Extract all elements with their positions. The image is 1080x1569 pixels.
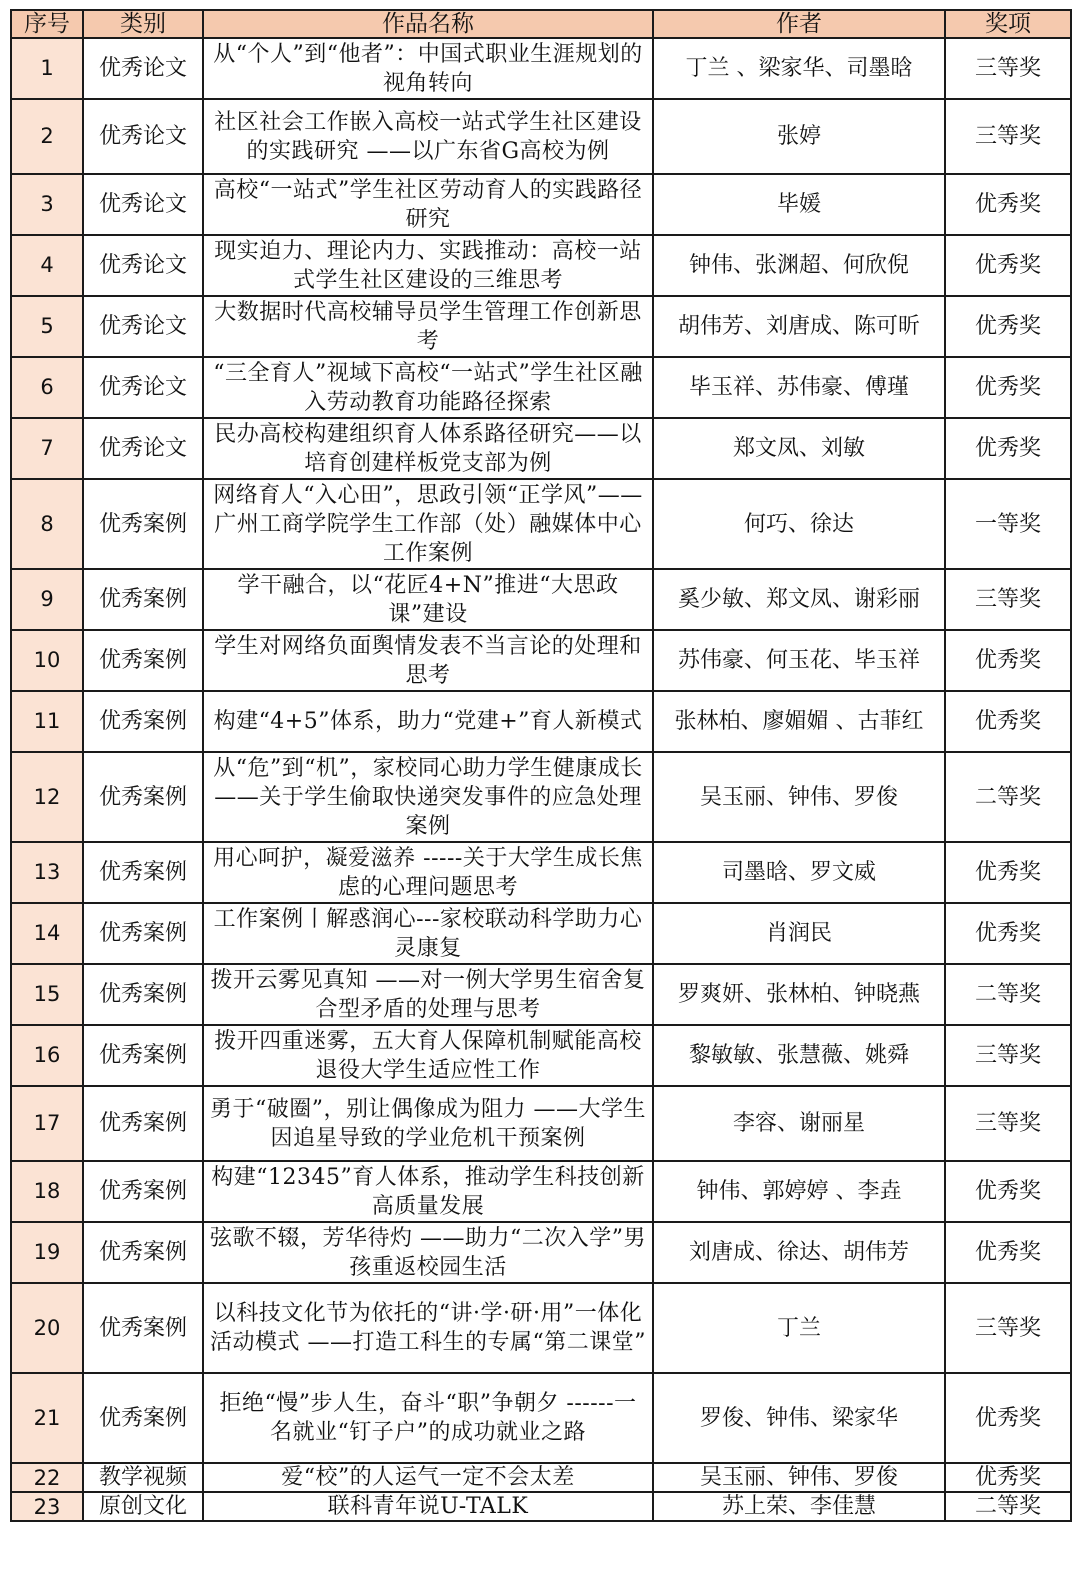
table-row xyxy=(11,1492,1071,1521)
row-number: 22 xyxy=(11,1463,83,1492)
row-category: 优秀案例 xyxy=(83,1373,203,1463)
row-category: 优秀案例 xyxy=(83,752,203,842)
row-title: 构建“12345”育人体系，推动学生科技创新高质量发展 xyxy=(203,1161,653,1222)
row-award: 优秀奖 xyxy=(945,903,1071,964)
table-row xyxy=(11,1161,1071,1222)
row-authors: 张婷 xyxy=(653,99,945,174)
row-authors: 毕媛 xyxy=(653,174,945,235)
row-number: 14 xyxy=(11,903,83,964)
row-authors: 黎敏敏、张慧薇、姚舜 xyxy=(653,1025,945,1086)
table-row xyxy=(11,1463,1071,1492)
row-category: 原创文化 xyxy=(83,1492,203,1521)
row-number: 2 xyxy=(11,99,83,174)
row-award: 三等奖 xyxy=(945,1283,1071,1373)
row-number: 9 xyxy=(11,569,83,630)
row-number: 15 xyxy=(11,964,83,1025)
row-authors: 钟伟、郭婷婷 、李垚 xyxy=(653,1161,945,1222)
row-title: 民办高校构建组织育人体系路径研究——以培育创建样板党支部为例 xyxy=(203,418,653,479)
row-number: 5 xyxy=(11,296,83,357)
row-category: 优秀论文 xyxy=(83,174,203,235)
row-title: 构建“4+5”体系，助力“党建+”育人新模式 xyxy=(203,691,653,752)
header-category: 类别 xyxy=(83,10,203,38)
row-authors: 肖润民 xyxy=(653,903,945,964)
row-title: 以科技文化节为依托的“讲·学·研·用”一体化活动模式 ——打造工科生的专属“第二课堂” xyxy=(203,1283,653,1373)
table-row xyxy=(11,752,1071,842)
table-row xyxy=(11,418,1071,479)
row-authors: 罗俊、钟伟、梁家华 xyxy=(653,1373,945,1463)
row-number: 1 xyxy=(11,38,83,99)
table-row xyxy=(11,174,1071,235)
row-authors: 丁兰 、梁家华、司墨晗 xyxy=(653,38,945,99)
table-row xyxy=(11,691,1071,752)
row-authors: 刘唐成、徐达、胡伟芳 xyxy=(653,1222,945,1283)
row-authors: 苏上荣、李佳慧 xyxy=(653,1492,945,1521)
row-award: 优秀奖 xyxy=(945,1463,1071,1492)
row-authors: 胡伟芳、刘唐成、陈可昕 xyxy=(653,296,945,357)
row-title: 工作案例丨解惑润心---家校联动科学助力心灵康复 xyxy=(203,903,653,964)
row-authors: 何巧、徐达 xyxy=(653,479,945,569)
table-header-row xyxy=(11,10,1071,38)
table-row xyxy=(11,235,1071,296)
row-category: 优秀论文 xyxy=(83,296,203,357)
row-award: 三等奖 xyxy=(945,99,1071,174)
row-category: 优秀案例 xyxy=(83,1086,203,1161)
row-award: 二等奖 xyxy=(945,964,1071,1025)
row-authors: 丁兰 xyxy=(653,1283,945,1373)
row-award: 二等奖 xyxy=(945,752,1071,842)
row-category: 优秀论文 xyxy=(83,235,203,296)
row-category: 优秀案例 xyxy=(83,569,203,630)
row-category: 优秀案例 xyxy=(83,903,203,964)
table-row xyxy=(11,569,1071,630)
header-number: 序号 xyxy=(11,10,83,38)
row-category: 优秀论文 xyxy=(83,418,203,479)
row-title: 社区社会工作嵌入高校一站式学生社区建设的实践研究 ——以广东省G高校为例 xyxy=(203,99,653,174)
row-award: 优秀奖 xyxy=(945,418,1071,479)
row-category: 优秀论文 xyxy=(83,38,203,99)
row-title: 从“个人”到“他者”：中国式职业生涯规划的视角转向 xyxy=(203,38,653,99)
row-title: 勇于“破圈”，别让偶像成为阻力 ——大学生因追星导致的学业危机干预案例 xyxy=(203,1086,653,1161)
awards-table xyxy=(10,9,1072,1522)
row-award: 一等奖 xyxy=(945,479,1071,569)
header-author: 作者 xyxy=(653,10,945,38)
row-title: 高校“一站式”学生社区劳动育人的实践路径研究 xyxy=(203,174,653,235)
row-authors: 吴玉丽、钟伟、罗俊 xyxy=(653,1463,945,1492)
row-award: 三等奖 xyxy=(945,569,1071,630)
table-row xyxy=(11,903,1071,964)
row-number: 19 xyxy=(11,1222,83,1283)
row-title: 从“危”到“机”，家校同心助力学生健康成长 ——关于学生偷取快递突发事件的应急处理案例 xyxy=(203,752,653,842)
row-authors: 钟伟、张渊超、何欣倪 xyxy=(653,235,945,296)
row-number: 23 xyxy=(11,1492,83,1521)
row-authors: 奚少敏、郑文凤、谢彩丽 xyxy=(653,569,945,630)
row-award: 优秀奖 xyxy=(945,296,1071,357)
row-title: 拨开云雾见真知 ——对一例大学男生宿舍复合型矛盾的处理与思考 xyxy=(203,964,653,1025)
row-authors: 吴玉丽、钟伟、罗俊 xyxy=(653,752,945,842)
row-number: 4 xyxy=(11,235,83,296)
row-number: 18 xyxy=(11,1161,83,1222)
table-row xyxy=(11,1025,1071,1086)
row-authors: 司墨晗、罗文威 xyxy=(653,842,945,903)
row-title: 网络育人“入心田”，思政引领“正学风”——广州工商学院学生工作部（处）融媒体中心工作案例 xyxy=(203,479,653,569)
row-award: 优秀奖 xyxy=(945,1222,1071,1283)
row-category: 优秀案例 xyxy=(83,1025,203,1086)
row-category: 优秀案例 xyxy=(83,630,203,691)
row-number: 20 xyxy=(11,1283,83,1373)
table-row xyxy=(11,99,1071,174)
row-award: 优秀奖 xyxy=(945,630,1071,691)
row-title: 现实迫力、理论内力、实践推动：高校一站式学生社区建设的三维思考 xyxy=(203,235,653,296)
row-title: 爱“校”的人运气一定不会太差 xyxy=(203,1463,653,1492)
row-number: 16 xyxy=(11,1025,83,1086)
row-authors: 李容、谢丽星 xyxy=(653,1086,945,1161)
table-row xyxy=(11,1373,1071,1463)
table-row xyxy=(11,1086,1071,1161)
table-row xyxy=(11,630,1071,691)
row-title: 学生对网络负面舆情发表不当言论的处理和思考 xyxy=(203,630,653,691)
row-category: 优秀案例 xyxy=(83,1161,203,1222)
row-category: 优秀论文 xyxy=(83,357,203,418)
row-authors: 张林柏、廖媚媚 、古菲红 xyxy=(653,691,945,752)
row-award: 优秀奖 xyxy=(945,842,1071,903)
header-title: 作品名称 xyxy=(203,10,653,38)
row-number: 10 xyxy=(11,630,83,691)
table-row xyxy=(11,479,1071,569)
row-category: 优秀论文 xyxy=(83,99,203,174)
row-award: 三等奖 xyxy=(945,1086,1071,1161)
row-title: 用心呵护，凝爱滋养 -----关于大学生成长焦虑的心理问题思考 xyxy=(203,842,653,903)
row-award: 优秀奖 xyxy=(945,691,1071,752)
row-title: 联科青年说U-TALK xyxy=(203,1492,653,1521)
row-title: 学干融合，以“花匠4+N”推进“大思政课”建设 xyxy=(203,569,653,630)
row-number: 7 xyxy=(11,418,83,479)
row-number: 12 xyxy=(11,752,83,842)
row-authors: 毕玉祥、苏伟豪、傅瑾 xyxy=(653,357,945,418)
row-category: 优秀案例 xyxy=(83,964,203,1025)
row-category: 教学视频 xyxy=(83,1463,203,1492)
row-category: 优秀案例 xyxy=(83,1283,203,1373)
row-title: 大数据时代高校辅导员学生管理工作创新思考 xyxy=(203,296,653,357)
row-award: 三等奖 xyxy=(945,1025,1071,1086)
table-row xyxy=(11,1283,1071,1373)
row-award: 二等奖 xyxy=(945,1492,1071,1521)
row-title: 弦歌不辍，芳华待灼 ——助力“二次入学”男孩重返校园生活 xyxy=(203,1222,653,1283)
row-authors: 郑文凤、刘敏 xyxy=(653,418,945,479)
row-number: 6 xyxy=(11,357,83,418)
row-number: 21 xyxy=(11,1373,83,1463)
row-authors: 苏伟豪、何玉花、毕玉祥 xyxy=(653,630,945,691)
table-row xyxy=(11,964,1071,1025)
row-number: 8 xyxy=(11,479,83,569)
row-award: 三等奖 xyxy=(945,38,1071,99)
table-row xyxy=(11,38,1071,99)
row-category: 优秀案例 xyxy=(83,479,203,569)
row-award: 优秀奖 xyxy=(945,174,1071,235)
row-category: 优秀案例 xyxy=(83,1222,203,1283)
row-number: 17 xyxy=(11,1086,83,1161)
table-row xyxy=(11,357,1071,418)
row-authors: 罗爽妍、张林柏、钟晓燕 xyxy=(653,964,945,1025)
row-category: 优秀案例 xyxy=(83,691,203,752)
table-row xyxy=(11,842,1071,903)
table-row xyxy=(11,1222,1071,1283)
row-award: 优秀奖 xyxy=(945,1161,1071,1222)
row-number: 13 xyxy=(11,842,83,903)
row-title: 拒绝“慢”步人生，奋斗“职”争朝夕 ------一名就业“钉子户”的成功就业之路 xyxy=(203,1373,653,1463)
row-number: 3 xyxy=(11,174,83,235)
header-award: 奖项 xyxy=(945,10,1071,38)
row-award: 优秀奖 xyxy=(945,357,1071,418)
row-number: 11 xyxy=(11,691,83,752)
row-award: 优秀奖 xyxy=(945,235,1071,296)
table-row xyxy=(11,296,1071,357)
row-category: 优秀案例 xyxy=(83,842,203,903)
row-title: 拨开四重迷雾，五大育人保障机制赋能高校退役大学生适应性工作 xyxy=(203,1025,653,1086)
row-award: 优秀奖 xyxy=(945,1373,1071,1463)
row-title: “三全育人”视域下高校“一站式”学生社区融入劳动教育功能路径探索 xyxy=(203,357,653,418)
